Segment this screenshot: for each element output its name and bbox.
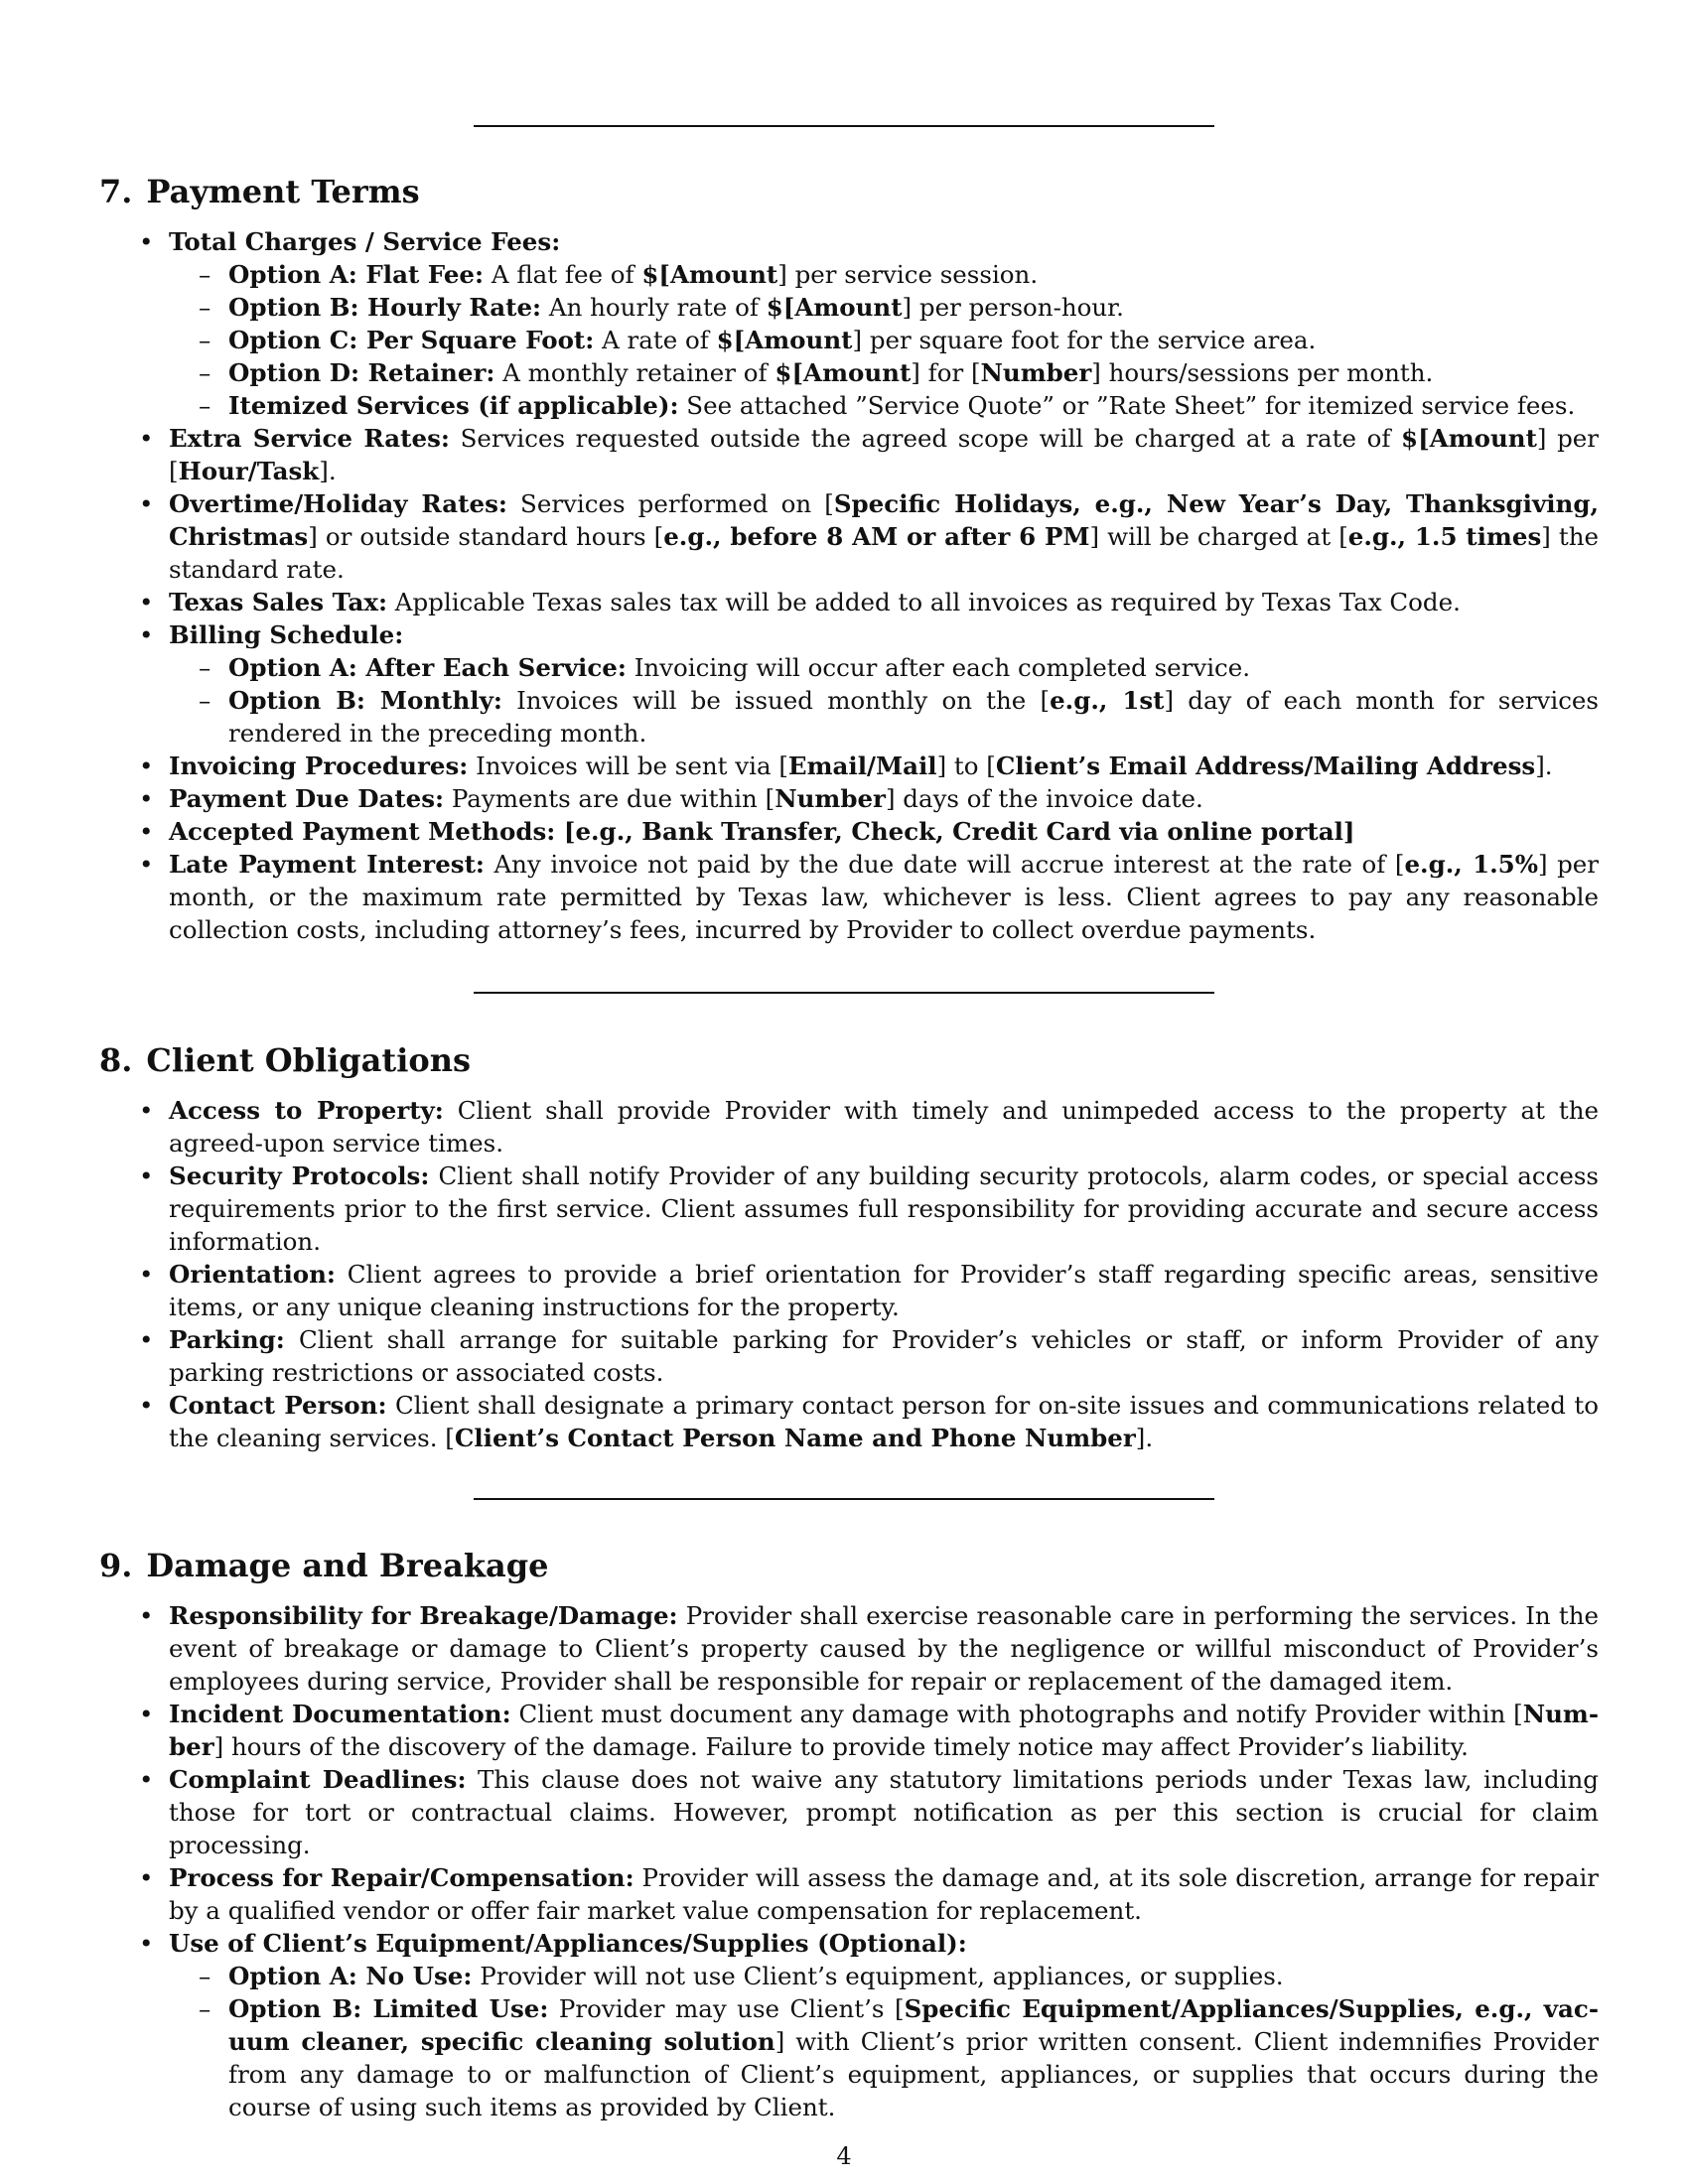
section-heading <box>99 172 1599 211</box>
item-text: Client shall designate a primary contact person for on-site issues and communications related to the cleaning services. [ <box>169 1391 1599 1452</box>
list-item <box>169 1094 1599 1160</box>
section-divider <box>474 1498 1214 1500</box>
placeholder-text: Number <box>980 358 1092 387</box>
client-obligations-list <box>99 1094 1599 1454</box>
item-text: ]. <box>1135 1424 1154 1452</box>
sub-list-item <box>228 1960 1599 1992</box>
item-text: Client shall arrange for suitable parking for Provider’s vehicles or staff, or inform Provider of any parking restrictions or associated costs. <box>169 1325 1599 1387</box>
item-text: Client shall notify Provider of any building security protocols, alarm codes, or special access requirements prior to the first service. Client assumes full responsibility for providing accurate and secure access information. <box>169 1161 1599 1256</box>
list-item <box>169 782 1599 815</box>
list-item <box>169 487 1599 586</box>
item-text: ] per [ <box>169 424 1600 485</box>
section-client-obligations <box>99 1040 1599 1454</box>
item-text: Invoicing will occur after each completed service. <box>626 653 1251 682</box>
section-number: 9. <box>99 1547 133 1584</box>
placeholder-text: $[Amount <box>766 293 903 322</box>
item-text: ] hours/sessions per month. <box>1091 358 1434 387</box>
sub-list-item <box>228 684 1599 750</box>
sub-list-item <box>228 389 1599 422</box>
item-text: Services performed on [ <box>506 489 834 518</box>
item-label: Option B: Hourly Rate: <box>228 293 542 322</box>
item-text: Provider will not use Client’s equipment, appliances, or supplies. <box>472 1962 1284 1990</box>
placeholder-text: Client’s Contact Person Name and Phone Number <box>454 1424 1136 1452</box>
item-text: Client must document any damage with photographs and notify Provider within [ <box>510 1700 1523 1728</box>
placeholder-text: $[Amount <box>641 260 778 289</box>
item-text: Services requested outside the agreed scope will be charged at a rate of <box>449 424 1402 453</box>
item-text: ] per service session. <box>777 260 1039 289</box>
item-label: Accepted Payment Methods: [e.g., Bank Transfer, Check, Credit Card via online portal] <box>169 817 1355 846</box>
item-text: ] for [ <box>911 358 981 387</box>
placeholder-text: Specific Equipment/Appliances/Supplies, e.g., vacuum cleaner, specific cleaning solution <box>228 1994 1599 2056</box>
item-label: Option A: Flat Fee: <box>228 260 485 289</box>
item-label: Overtime/Holiday Rates: <box>169 489 507 518</box>
item-text: ] per person-hour. <box>902 293 1124 322</box>
list-item <box>169 1861 1599 1927</box>
item-text: ] to [ <box>936 751 996 780</box>
list-item <box>169 848 1599 946</box>
placeholder-text: $[Amount <box>716 326 853 354</box>
item-label: Complaint Deadlines: <box>169 1765 467 1794</box>
item-label: Late Payment Interest: <box>169 850 485 879</box>
item-text: Client agrees to provide a brief orientation for Provider’s staff regarding specific areas, sensitive items, or any unique cleaning instructions for the property. <box>169 1260 1599 1321</box>
item-label: Security Protocols: <box>169 1161 430 1190</box>
item-label: Orientation: <box>169 1260 336 1289</box>
item-label: Texas Sales Tax: <box>169 588 388 616</box>
list-item <box>169 225 1599 422</box>
placeholder-text: Hour/Task <box>178 457 320 485</box>
item-label: Option B: Monthly: <box>228 686 502 715</box>
item-label: Parking: <box>169 1325 285 1354</box>
item-text: ] day of each month for services rendered in the preceding month. <box>228 686 1600 748</box>
placeholder-text: Number <box>774 784 886 813</box>
item-text: See attached ”Service Quote” or ”Rate Sheet” for itemized service fees. <box>678 391 1576 420</box>
item-text: A rate of <box>594 326 717 354</box>
item-text: Provider will assess the damage and, at its sole discretion, arrange for repair by a qualified vendor or offer fair market value compensation for replacement. <box>169 1863 1599 1925</box>
section-heading <box>99 1546 1599 1585</box>
sub-list <box>169 1960 1599 2123</box>
item-label: Payment Due Dates: <box>169 784 445 813</box>
item-label: Option B: Limited Use: <box>228 1994 549 2023</box>
placeholder-text: e.g., 1st <box>1050 686 1165 715</box>
section-number: 8. <box>99 1041 133 1079</box>
section-number: 7. <box>99 173 133 210</box>
sub-list <box>169 651 1599 750</box>
item-label: Incident Documentation: <box>169 1700 511 1728</box>
item-text: ] per square foot for the service area. <box>852 326 1317 354</box>
item-text: Provider shall exercise reasonable care in performing the services. In the event of breakage or damage to Client’s property caused by the negligence or willful misconduct of Provider’s employees during service, Provider shall be responsible for repair or replacement of the damaged item. <box>169 1601 1599 1696</box>
placeholder-text: e.g., before 8 AM or after 6 PM <box>663 522 1090 551</box>
item-label: Process for Repair/Compensation: <box>169 1863 634 1892</box>
item-text: ] with Client’s prior written consent. Client indemnifies Provider from any damage to or malfunction of Client’s equipment, appliances, or supplies that occurs during the course of using such items as provided by Client. <box>228 2027 1599 2121</box>
item-label: Invoicing Procedures: <box>169 751 469 780</box>
list-item <box>169 815 1599 848</box>
item-text: ] days of the invoice date. <box>885 784 1203 813</box>
item-label: Option C: Per Square Foot: <box>228 326 595 354</box>
list-item <box>169 1160 1599 1258</box>
section-title: Client Obligations <box>146 1041 471 1079</box>
list-item <box>169 1763 1599 1861</box>
placeholder-text: Number <box>169 1700 1600 1761</box>
placeholder-text: Specific Holidays, e.g., New Year’s Day, Thanksgiving, Christmas <box>169 489 1599 551</box>
sub-list <box>169 258 1599 422</box>
item-label: Access to Property: <box>169 1096 444 1125</box>
placeholder-text: Client’s Email Address/Mailing Address <box>995 751 1536 780</box>
item-text: ] the standard rate. <box>169 522 1599 584</box>
list-item <box>169 1258 1599 1323</box>
item-text: This clause does not waive any statutory limitations periods under Texas law, including those for tort or contractual claims. However, prompt notification as per this section is crucial for claim processing. <box>169 1765 1599 1859</box>
item-label: Option D: Retainer: <box>228 358 495 387</box>
placeholder-text: Email/Mail <box>787 751 937 780</box>
list-item <box>169 586 1599 618</box>
item-text: ]. <box>1535 751 1553 780</box>
list-item <box>169 618 1599 750</box>
placeholder-text: e.g., 1.5% <box>1404 850 1538 879</box>
item-text: A flat fee of <box>484 260 642 289</box>
item-text: ] hours of the discovery of the damage. Failure to provide timely notice may affect Provider’s liability. <box>213 1732 1469 1761</box>
item-text: Invoices will be issued monthly on the [ <box>501 686 1051 715</box>
item-text: ] will be charged at [ <box>1089 522 1348 551</box>
item-label: Total Charges / Service Fees: <box>169 227 561 256</box>
section-payment-terms <box>99 172 1599 946</box>
item-text: Provider may use Client’s [ <box>548 1994 905 2023</box>
item-text: Payments are due within [ <box>444 784 775 813</box>
item-text: A monthly retainer of <box>494 358 775 387</box>
sub-list-item <box>228 1992 1599 2123</box>
list-item <box>169 422 1599 487</box>
item-text: Invoices will be sent via [ <box>468 751 788 780</box>
section-divider <box>474 992 1214 994</box>
item-label: Contact Person: <box>169 1391 387 1420</box>
item-text: ]. <box>319 457 337 485</box>
placeholder-text: $[Amount <box>774 358 912 387</box>
item-text: ] per month, or the maximum rate permitted by Texas law, whichever is less. Client agrees to pay any reasonable collection costs, including attorney’s fees, incurred by Provider to collect overdue payments. <box>169 850 1599 944</box>
list-item <box>169 1599 1599 1698</box>
item-label: Option A: No Use: <box>228 1962 473 1990</box>
item-text: Client shall provide Provider with timely and unimpeded access to the property at the agreed-upon service times. <box>169 1096 1599 1158</box>
sub-list-item <box>228 356 1599 389</box>
sub-list-item <box>228 258 1599 291</box>
page-number: 4 <box>836 2142 852 2170</box>
list-item <box>169 1323 1599 1389</box>
placeholder-text: $[Amount <box>1401 424 1537 453</box>
section-title: Payment Terms <box>146 173 420 210</box>
placeholder-text: e.g., 1.5 times <box>1347 522 1542 551</box>
item-text: Any invoice not paid by the due date will accrue interest at the rate of [ <box>484 850 1405 879</box>
payment-terms-list <box>99 225 1599 946</box>
item-label: Itemized Services (if applicable): <box>228 391 679 420</box>
section-title: Damage and Breakage <box>146 1547 549 1584</box>
list-item <box>169 1698 1599 1763</box>
sub-list-item <box>228 324 1599 356</box>
item-text: An hourly rate of <box>541 293 767 322</box>
list-item <box>169 1927 1599 2123</box>
item-text: ] or outside standard hours [ <box>308 522 664 551</box>
section-damage-and-breakage <box>99 1546 1599 2123</box>
item-text: Applicable Texas sales tax will be added to all invoices as required by Texas Tax Code. <box>387 588 1461 616</box>
item-label: Extra Service Rates: <box>169 424 450 453</box>
list-item <box>169 1389 1599 1454</box>
sub-list-item <box>228 651 1599 684</box>
item-label: Billing Schedule: <box>169 620 404 649</box>
damage-and-breakage-list <box>99 1599 1599 2123</box>
section-heading <box>99 1040 1599 1080</box>
item-label: Option A: After Each Service: <box>228 653 627 682</box>
item-label: Use of Client’s Equipment/Appliances/Supplies (Optional): <box>169 1929 967 1958</box>
sub-list-item <box>228 291 1599 324</box>
item-label: Responsibility for Breakage/Damage: <box>169 1601 678 1630</box>
section-divider <box>474 125 1214 127</box>
list-item <box>169 750 1599 782</box>
